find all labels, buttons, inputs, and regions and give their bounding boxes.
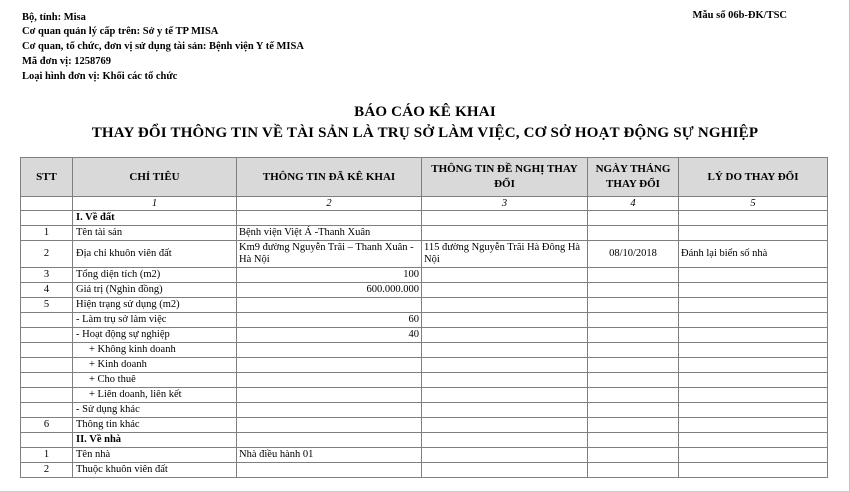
col-number: 1 — [73, 197, 237, 211]
cell-change-date — [588, 358, 679, 373]
cell-change-reason — [679, 418, 828, 433]
cell-stt — [21, 373, 73, 388]
cell-indicator: + Không kinh doanh — [73, 343, 237, 358]
cell-change-reason — [679, 403, 828, 418]
cell-change-date — [588, 343, 679, 358]
cell-stt — [21, 211, 73, 226]
header-province: Bộ, tỉnh: Misa — [22, 12, 86, 23]
table-row — [21, 418, 828, 433]
cell-proposed-change — [422, 211, 588, 226]
cell-proposed-change — [422, 298, 588, 313]
cell-stt: 1 — [21, 448, 73, 463]
cell-indicator: Tên nhà — [73, 448, 237, 463]
cell-change-date — [588, 448, 679, 463]
declaration-table — [20, 157, 828, 478]
cell-change-reason — [679, 268, 828, 283]
cell-stt — [21, 313, 73, 328]
cell-indicator: Hiện trạng sử dụng (m2) — [73, 298, 237, 313]
col-number: 3 — [422, 197, 588, 211]
table-row — [21, 448, 828, 463]
col-number — [21, 197, 73, 211]
cell-change-date — [588, 463, 679, 478]
cell-change-date — [588, 283, 679, 298]
cell-change-reason — [679, 298, 828, 313]
cell-indicator: Tên tài sản — [73, 226, 237, 241]
column-number-row — [21, 197, 828, 211]
cell-indicator: I. Về đất — [73, 211, 237, 226]
table-row — [21, 433, 828, 448]
cell-change-date — [588, 313, 679, 328]
cell-indicator: Địa chỉ khuôn viên đất — [73, 241, 237, 268]
cell-change-reason: Đánh lại biển số nhà — [679, 241, 828, 268]
header-unit-type: Loại hình đơn vị: Khối các tổ chức — [22, 71, 178, 82]
table-row — [21, 298, 828, 313]
cell-change-date — [588, 226, 679, 241]
cell-change-reason — [679, 283, 828, 298]
cell-stt — [21, 343, 73, 358]
cell-stt: 3 — [21, 268, 73, 283]
col-number: 5 — [679, 197, 828, 211]
cell-indicator: II. Về nhà — [73, 433, 237, 448]
header-unit-code: Mã đơn vị: 1258769 — [22, 56, 111, 67]
cell-proposed-change — [422, 433, 588, 448]
cell-declared-info: Nhà điều hành 01 — [237, 448, 422, 463]
cell-declared-info — [237, 433, 422, 448]
cell-stt: 6 — [21, 418, 73, 433]
report-title: BÁO CÁO KÊ KHAI — [354, 104, 496, 120]
table-row — [21, 283, 828, 298]
cell-proposed-change — [422, 373, 588, 388]
col-header-change-date: NGÀY THÁNG THAY ĐỔI — [588, 158, 679, 197]
cell-stt: 1 — [21, 226, 73, 241]
cell-proposed-change — [422, 328, 588, 343]
cell-change-reason — [679, 373, 828, 388]
cell-stt: 2 — [21, 241, 73, 268]
cell-change-reason — [679, 448, 828, 463]
cell-proposed-change — [422, 313, 588, 328]
cell-proposed-change — [422, 388, 588, 403]
report-subtitle: THAY ĐỔI THÔNG TIN VỀ TÀI SẢN LÀ TRỤ SỞ LÀM VIỆC, CƠ SỞ HOẠT ĐỘNG SỰ NGHIỆP — [91, 125, 759, 141]
cell-proposed-change — [422, 283, 588, 298]
table-row — [21, 226, 828, 241]
cell-declared-info — [237, 298, 422, 313]
cell-change-date — [588, 211, 679, 226]
cell-stt — [21, 388, 73, 403]
col-number: 2 — [237, 197, 422, 211]
cell-indicator: Thuộc khuôn viên đất — [73, 463, 237, 478]
cell-stt: 2 — [21, 463, 73, 478]
cell-proposed-change — [422, 226, 588, 241]
table-row — [21, 463, 828, 478]
cell-proposed-change — [422, 463, 588, 478]
table-row — [21, 403, 828, 418]
cell-indicator: - Làm trụ sở làm việc — [73, 313, 237, 328]
cell-stt — [21, 403, 73, 418]
cell-change-date — [588, 388, 679, 403]
cell-indicator: - Sử dụng khác — [73, 403, 237, 418]
col-header-proposed-change: THÔNG TIN ĐỀ NGHỊ THAY ĐỔI — [422, 158, 588, 197]
cell-proposed-change: 115 đường Nguyễn Trãi Hà Đông Hà Nội — [422, 241, 588, 268]
col-number: 4 — [588, 197, 679, 211]
cell-proposed-change — [422, 343, 588, 358]
cell-change-date — [588, 433, 679, 448]
cell-change-reason — [679, 313, 828, 328]
cell-change-date — [588, 328, 679, 343]
cell-indicator: Thông tin khác — [73, 418, 237, 433]
cell-declared-info — [237, 403, 422, 418]
table-header-row — [21, 158, 828, 197]
cell-declared-info: Km9 đường Nguyễn Trãi – Thanh Xuân - Hà Nội — [237, 241, 422, 268]
col-header-stt: STT — [21, 158, 73, 197]
cell-proposed-change — [422, 448, 588, 463]
cell-declared-info — [237, 418, 422, 433]
table-row — [21, 343, 828, 358]
cell-indicator: Giá trị (Nghìn đồng) — [73, 283, 237, 298]
cell-stt: 5 — [21, 298, 73, 313]
cell-change-reason — [679, 463, 828, 478]
cell-indicator: + Cho thuê — [73, 373, 237, 388]
cell-change-date — [588, 373, 679, 388]
col-header-indicator: CHỈ TIÊU — [73, 158, 237, 197]
cell-declared-info — [237, 463, 422, 478]
cell-change-reason — [679, 211, 828, 226]
cell-proposed-change — [422, 358, 588, 373]
cell-change-reason — [679, 328, 828, 343]
cell-change-date — [588, 418, 679, 433]
cell-change-date — [588, 268, 679, 283]
col-header-change-reason: LÝ DO THAY ĐỔI — [679, 158, 828, 197]
cell-indicator: - Hoạt động sự nghiệp — [73, 328, 237, 343]
table-row — [21, 388, 828, 403]
cell-declared-info — [237, 343, 422, 358]
cell-change-reason — [679, 226, 828, 241]
cell-declared-info: 40 — [237, 328, 422, 343]
cell-stt — [21, 328, 73, 343]
cell-stt — [21, 433, 73, 448]
cell-change-reason — [679, 388, 828, 403]
table-row — [21, 241, 828, 268]
table-row — [21, 313, 828, 328]
table-row — [21, 328, 828, 343]
cell-stt: 4 — [21, 283, 73, 298]
cell-change-date — [588, 403, 679, 418]
table-body — [21, 197, 828, 478]
cell-declared-info: Bệnh viện Việt Á -Thanh Xuân — [237, 226, 422, 241]
cell-indicator: + Kinh doanh — [73, 358, 237, 373]
cell-proposed-change — [422, 418, 588, 433]
cell-stt — [21, 358, 73, 373]
cell-declared-info: 600.000.000 — [237, 283, 422, 298]
table-row — [21, 268, 828, 283]
cell-indicator: + Liên doanh, liên kết — [73, 388, 237, 403]
cell-proposed-change — [422, 268, 588, 283]
col-header-declared-info: THÔNG TIN ĐÃ KÊ KHAI — [237, 158, 422, 197]
cell-declared-info: 100 — [237, 268, 422, 283]
cell-declared-info: 60 — [237, 313, 422, 328]
cell-change-reason — [679, 433, 828, 448]
cell-declared-info — [237, 358, 422, 373]
cell-proposed-change — [422, 403, 588, 418]
cell-change-reason — [679, 343, 828, 358]
header-using-unit: Cơ quan, tổ chức, đơn vị sử dụng tài sản: Bệnh viện Y tế MISA — [22, 41, 304, 52]
form-code: Mẫu số 06b-ĐK/TSC — [692, 10, 787, 21]
cell-declared-info — [237, 373, 422, 388]
cell-change-date — [588, 298, 679, 313]
cell-declared-info — [237, 388, 422, 403]
cell-indicator: Tổng diện tích (m2) — [73, 268, 237, 283]
cell-declared-info — [237, 211, 422, 226]
table-row — [21, 358, 828, 373]
cell-change-reason — [679, 358, 828, 373]
header-managing-agency: Cơ quan quản lý cấp trên: Sở y tế TP MISA — [22, 26, 219, 37]
cell-change-date: 08/10/2018 — [588, 241, 679, 268]
table-row — [21, 211, 828, 226]
table-row — [21, 373, 828, 388]
